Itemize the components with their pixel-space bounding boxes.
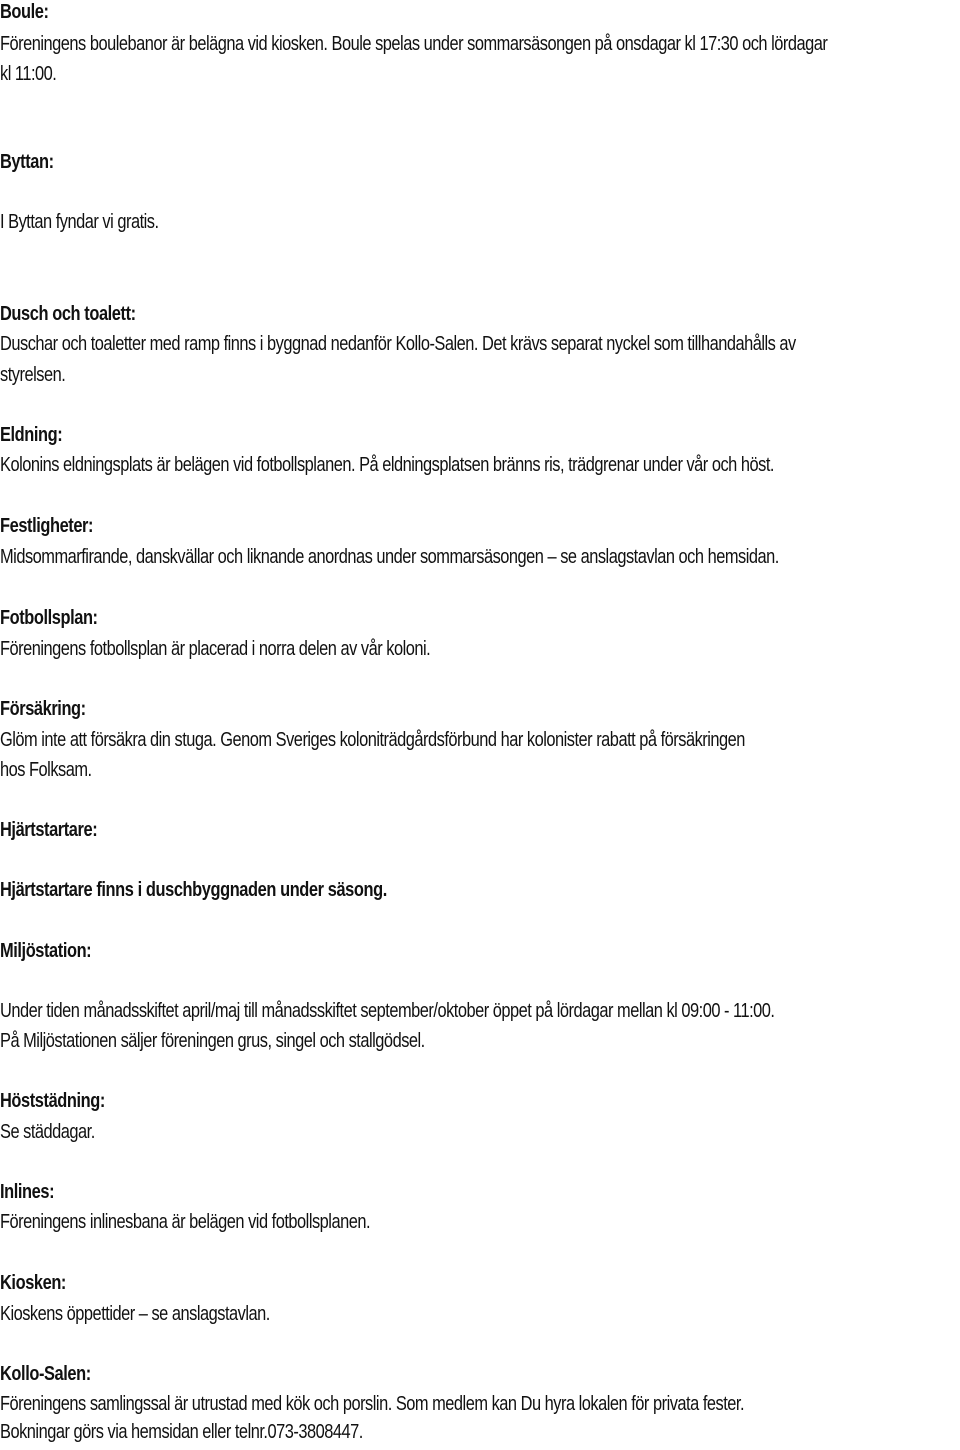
section-text-miljostation-line2: På Miljöstationen säljer föreningen grus, singel och stallgödsel. [0,1030,425,1052]
section-heading-fotbollsplan: Fotbollsplan: [0,607,98,629]
section-heading-kiosken: Kiosken: [0,1272,66,1294]
section-heading-kollosalen: Kollo-Salen: [0,1363,91,1385]
section-text-forsakring-line1: Glöm inte att försäkra din stuga. Genom Sveriges koloniträdgårdsförbund har kolonister rabatt på försäkringen [0,729,745,751]
section-text-byttan-line1: I Byttan fyndar vi gratis. [0,211,159,233]
section-text-hoststadning-line1: Se städdagar. [0,1121,95,1143]
section-text-hjartstartare-line1: Hjärtstartare finns i duschbyggnaden under säsong. [0,879,387,901]
section-heading-byttan: Byttan: [0,151,54,173]
section-heading-dusch: Dusch och toalett: [0,303,136,325]
section-heading-forsakring: Försäkring: [0,698,86,720]
section-heading-hoststadning: Höststädning: [0,1090,105,1112]
section-heading-hjartstartare: Hjärtstartare: [0,819,98,841]
section-text-fotbollsplan-line1: Föreningens fotbollsplan är placerad i norra delen av vår koloni. [0,638,431,660]
section-text-kiosken-line1: Kioskens öppettider – se anslagstavlan. [0,1303,270,1325]
section-heading-boule: Boule: [0,1,49,23]
section-heading-eldning: Eldning: [0,424,63,446]
section-text-festligheter-line1: Midsommarfirande, danskvällar och liknande anordnas under sommarsäsongen – se anslagstavlan och hemsidan. [0,546,779,568]
section-text-kollosalen-line1: Föreningens samlingssal är utrustad med kök och porslin. Som medlem kan Du hyra lokalen för privata fester. [0,1393,745,1415]
section-heading-miljostation: Miljöstation: [0,940,92,962]
section-text-inlines-line1: Föreningens inlinesbana är belägen vid fotbollsplanen. [0,1211,371,1233]
section-heading-inlines: Inlines: [0,1181,55,1203]
section-text-dusch-line2: styrelsen. [0,364,66,386]
section-heading-festligheter: Festligheter: [0,515,94,537]
section-text-dusch-line1: Duschar och toaletter med ramp finns i byggnad nedanför Kollo-Salen. Det krävs separat nyckel som tillhandahålls av [0,333,796,355]
section-text-eldning-line1: Kolonins eldningsplats är belägen vid fotbollsplanen. På eldningsplatsen bränns ris, trädgrenar under vår och höst. [0,454,774,476]
section-text-boule-line2: kl 11:00. [0,63,57,85]
section-text-forsakring-line2: hos Folksam. [0,759,92,781]
section-text-kollosalen-line2: Bokningar görs via hemsidan eller telnr.073-3808447. [0,1421,363,1443]
section-text-boule-line1: Föreningens boulebanor är belägna vid kiosken. Boule spelas under sommarsäsongen på onsdagar kl 17:30 och lördagar [0,33,828,55]
section-text-miljostation-line1: Under tiden månadsskiftet april/maj till månadsskiftet september/oktober öppet på lördagar mellan kl 09:00 - 11:00. [0,1000,775,1022]
